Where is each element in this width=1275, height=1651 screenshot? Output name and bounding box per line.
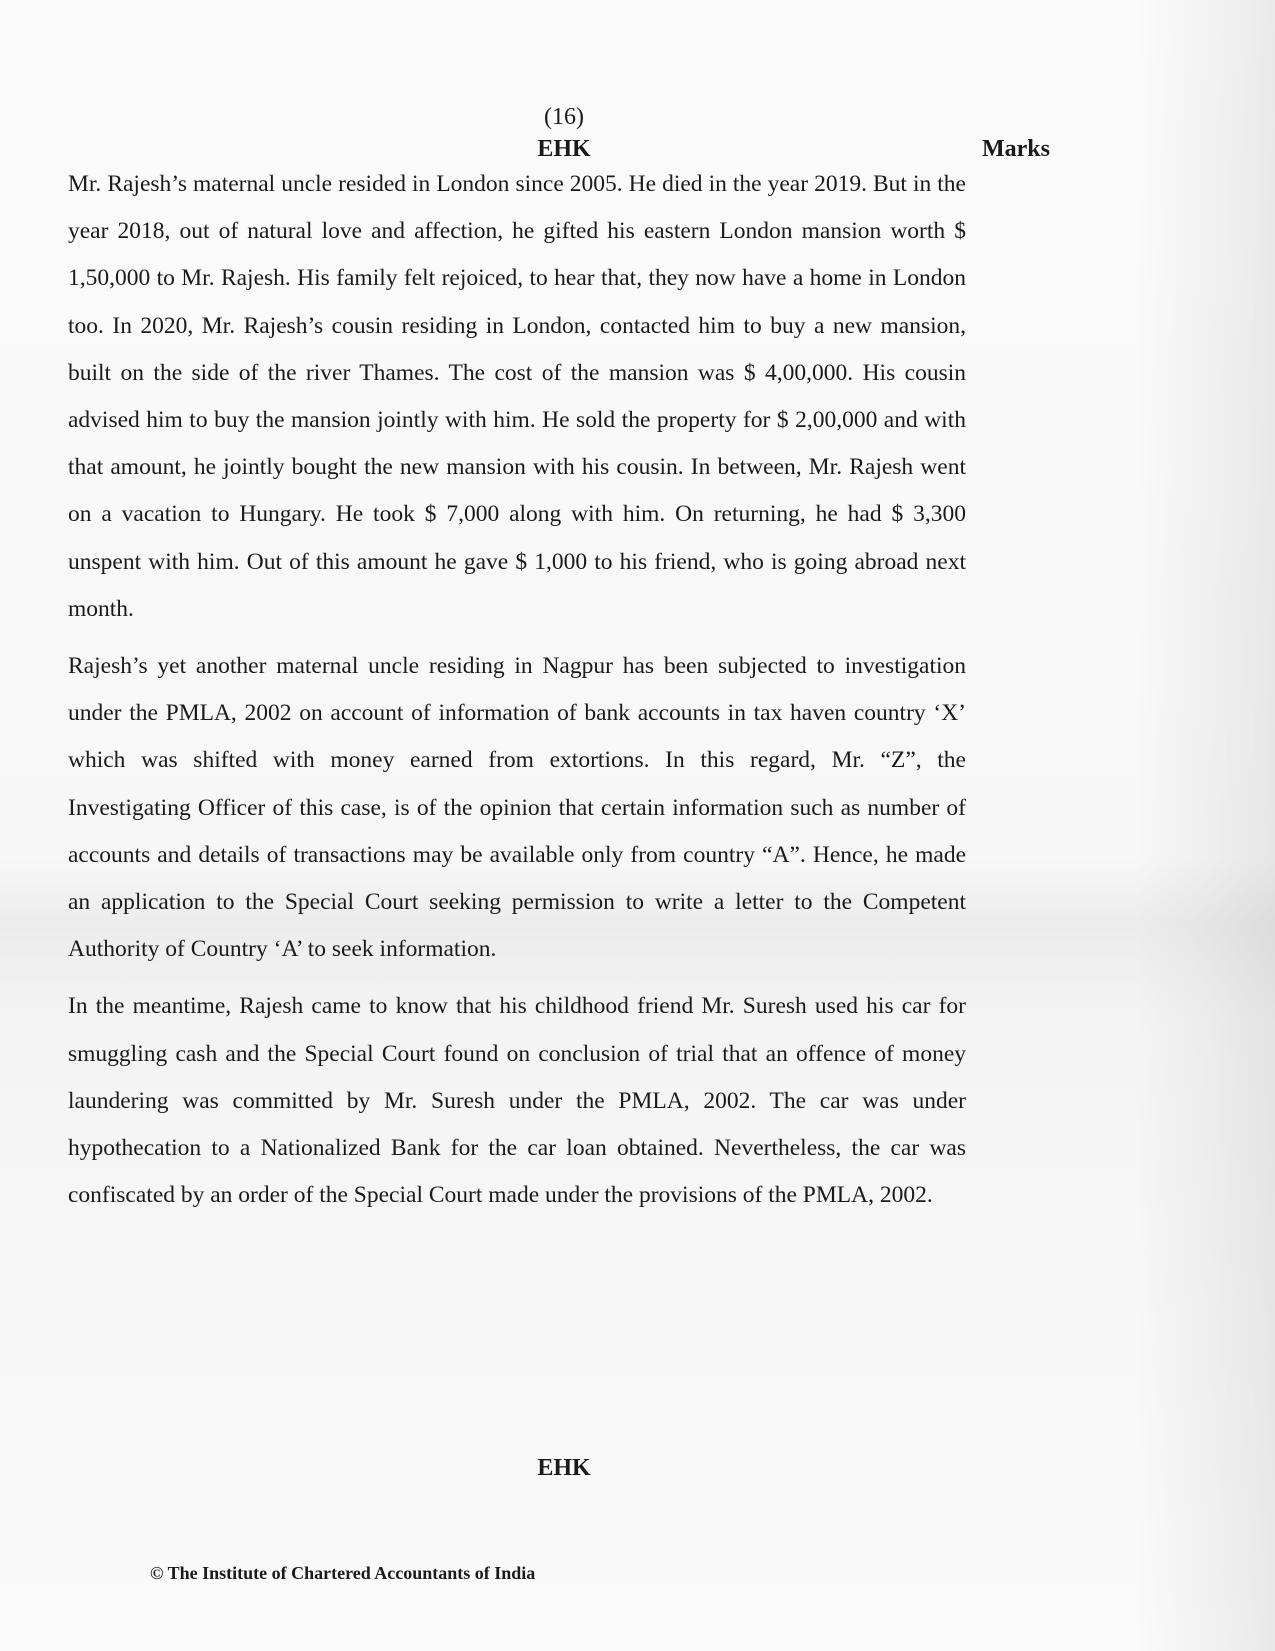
question-body [68,161,966,1219]
footer-paper-code: EHK [537,1455,591,1481]
scan-shadow [1135,0,1275,1651]
marks-column-label: Marks [982,136,1050,162]
copyright-notice: © The Institute of Chartered Accountants of India [150,1563,536,1583]
paragraph-investigation-case: Rajesh’s yet another maternal uncle residing in Nagpur has been subjected to investigation under the PMLA, 2002 on account of information of bank accounts in tax haven country ‘X’ which was shifted with money earned from extortions. In this regard, Mr. “Z”, the Investigating Officer of this case, is of the opinion that certain information such as number of accounts and details of transactions may be available only from country “A”. Hence, he made an application to the Special Court seeking permission to write a letter to the Competent Authority of Country ‘A’ to seek information. [68,653,966,963]
paragraph-mansion-case: Mr. Rajesh’s maternal uncle resided in London since 2005. He died in the year 2019. But in the year 2018, out of natural love and affection, he gifted his eastern London mansion worth $ 1,50,000 to Mr. Rajesh. His family felt rejoiced, to hear that, they now have a home in London too. In 2020, Mr. Rajesh’s cousin residing in London, contacted him to buy a new mansion, built on the side of the river Thames. The cost of the mansion was $ 4,00,000. His cousin advised him to buy the mansion jointly with him. He sold the property for $ 2,00,000 and with that amount, he jointly bought the new mansion with his cousin. In between, Mr. Rajesh went on a vacation to Hungary. He took $ 7,000 along with him. On returning, he had $ 3,300 unspent with him. Out of this amount he gave $ 1,000 to his friend, who is going abroad next month. [68,171,966,622]
page-number: (16) [544,104,584,130]
paragraph-confiscation-case: In the meantime, Rajesh came to know that his childhood friend Mr. Suresh used his car for smuggling cash and the Special Court found on conclusion of trial that an offence of money laundering was committed by Mr. Suresh under the PMLA, 2002. The car was under hypothecation to a Nationalized Bank for the car loan obtained. Nevertheless, the car was confiscated by an order of the Special Court made under the provisions of the PMLA, 2002. [68,993,966,1209]
header-paper-code: EHK [537,136,591,162]
